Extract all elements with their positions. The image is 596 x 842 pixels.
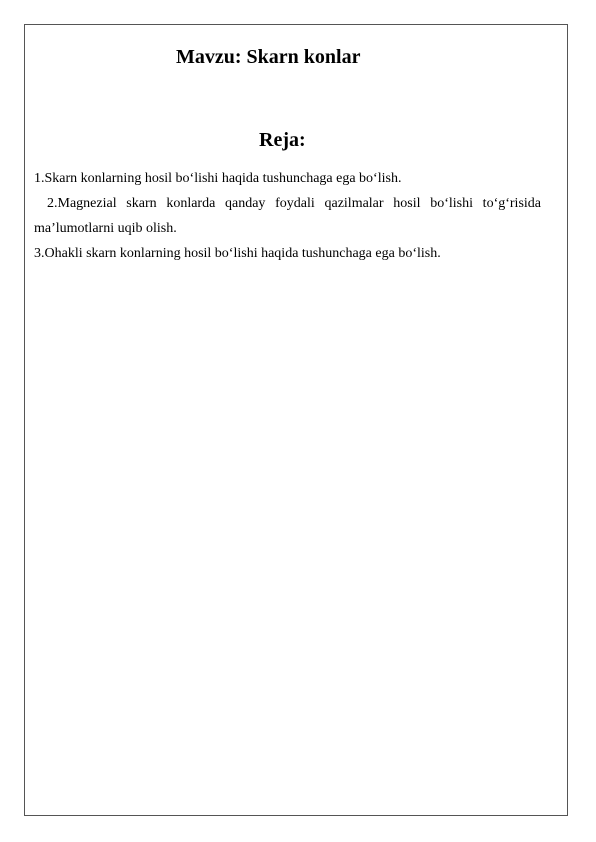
document-title: Mavzu: Skarn konlar — [176, 46, 361, 68]
plan-item-2: 2.Magnezial skarn konlarda qanday foydali qazilmalar hosil bo‘lishi to‘g‘risida ma’lumotlarni uqib olish. — [34, 196, 541, 236]
plan-heading: Reja: — [259, 129, 306, 151]
plan-item-3: 3.Ohakli skarn konlarning hosil bo‘lishi haqida tushunchaga ega bo‘lish. — [34, 246, 441, 261]
plan-item-1: 1.Skarn konlarning hosil bo‘lishi haqida tushunchaga ega bo‘lish. — [34, 171, 402, 186]
plan-list — [34, 166, 541, 266]
